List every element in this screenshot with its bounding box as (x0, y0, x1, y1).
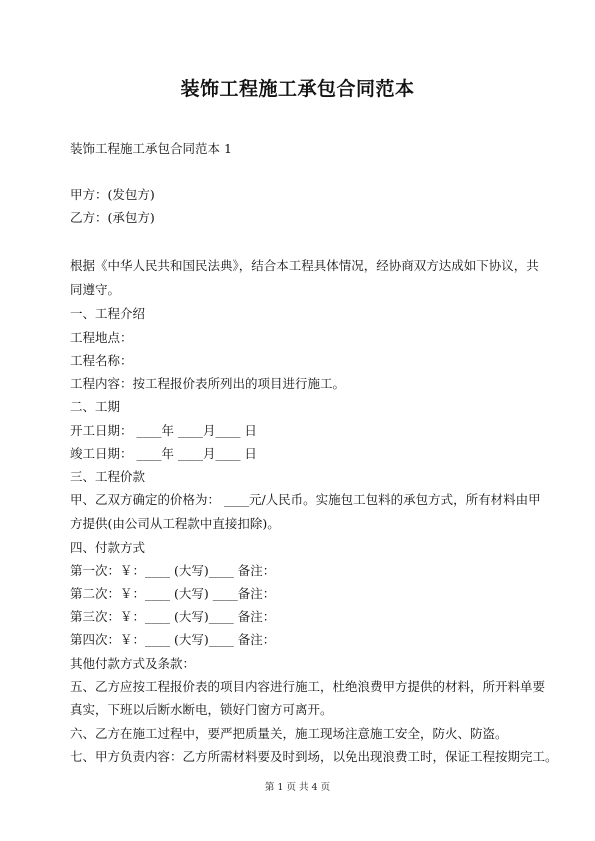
price-paragraph-line-1: 甲、乙双方确定的价格为： ____元/人民币。实施包工包料的承包方式，所有材料由甲 (70, 492, 541, 507)
section-1-heading: 一、工程介绍 (70, 306, 146, 321)
payment-line-3: 第三次：￥：____ (大写)____ 备注： (70, 609, 276, 624)
completion-date-line: 竣工日期： ____年 ____月____ 日 (70, 446, 257, 461)
document-subtitle: 装饰工程施工承包合同范本 1 (70, 141, 232, 156)
payment-line-4: 第四次：￥：____ (大写)____ 备注： (70, 632, 276, 647)
document-title: 装饰工程施工承包合同范本 (180, 78, 415, 100)
project-location-line: 工程地点： (70, 330, 133, 345)
other-payment-terms-line: 其他付款方式及条款： (70, 656, 196, 671)
section-5-line-1: 五、乙方应按工程报价表的项目内容进行施工，杜绝浪费甲方提供的材料，所开料单要 (70, 679, 546, 694)
section-4-heading: 四、付款方式 (70, 540, 146, 555)
section-6-line: 六、乙方在施工过程中，要严把质量关，施工现场注意施工安全，防火、防盗。 (70, 726, 508, 741)
party-a-line: 甲方：(发包方) (70, 187, 155, 202)
payment-line-2: 第二次：￥：____ (大写) ____备注： (70, 586, 276, 601)
payment-line-1: 第一次：￥：____ (大写)____ 备注： (70, 563, 276, 578)
price-paragraph-line-2: 方提供(由公司从工程款中直接扣除)。 (70, 516, 280, 531)
project-name-line: 工程名称： (70, 353, 133, 368)
section-7-line: 七、甲方负责内容：乙方所需材料要及时到场，以免出现浪费工时，保证工程按期完工。 (70, 749, 558, 764)
page-number-footer: 第 1 页 共 4 页 (264, 782, 331, 793)
project-content-line: 工程内容：按工程报价表所列出的项目进行施工。 (70, 376, 346, 391)
intro-paragraph-line-1: 根据《中华人民共和国民法典》，结合本工程具体情况，经协商双方达成如下协议，共 (70, 258, 539, 273)
intro-paragraph-line-2: 同遵守。 (70, 282, 121, 297)
party-b-line: 乙方：(承包方) (70, 210, 155, 225)
section-3-heading: 三、工程价款 (70, 469, 146, 484)
start-date-line: 开工日期： ____年 ____月____ 日 (70, 423, 257, 438)
section-2-heading: 二、工期 (70, 399, 121, 414)
section-5-line-2: 真实，下班以后断水断电，锁好门窗方可离开。 (70, 702, 333, 717)
